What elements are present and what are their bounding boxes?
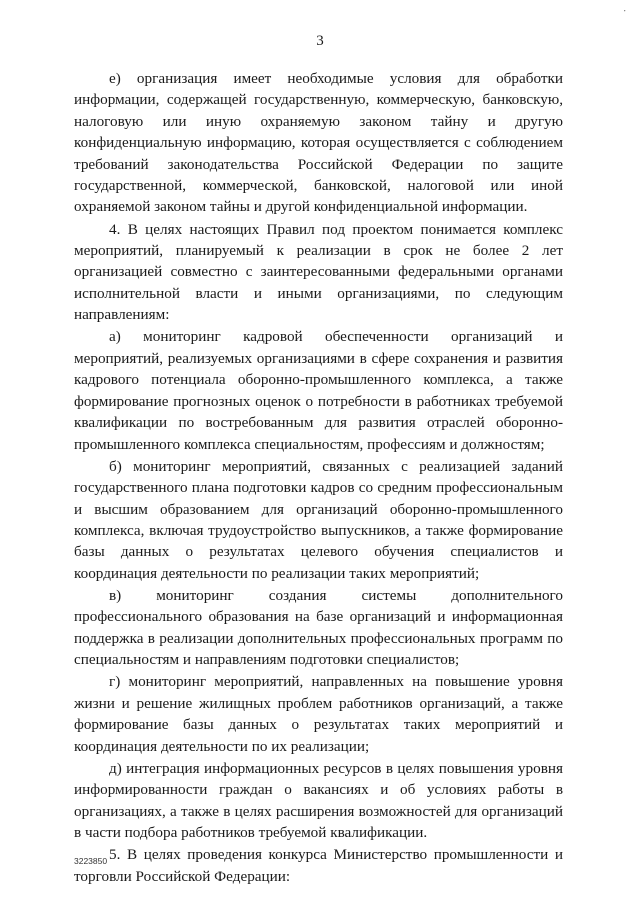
paragraph-item-e: е) организация имеет необходимые условия для обработки информации, содержащей государственную, коммерческую, банковскую, налоговую или иную охраняемую законом тайну и другую конфиденциальную информацию, которая осуществляется с соблюдением требований законодательства Российской Федерации по защите государственной, коммерческой, банковской, налоговой или иной охраняемой законом тайны и другой конфиденциальной информации.: [74, 70, 563, 216]
document-body: [74, 68, 563, 888]
document-code: 3223850: [74, 856, 108, 866]
paragraph-item-v: в) мониторинг создания системы дополнительного профессионального образования на базе организаций и информационная поддержка в реализации дополнительных профессиональных программ по специальностям и направлениям подготовки специалистов;: [74, 586, 563, 669]
corner-mark: ∙: [623, 6, 626, 17]
page-number: 3: [316, 33, 324, 49]
paragraph-item-d: д) интеграция информационных ресурсов в целях повышения уровня информированности граждан о вакансиях и об условиях работы в организациях, а также в целях расширения возможностей для организаций в части подбора работников требуемой квалификации.: [74, 759, 563, 841]
paragraph-item-a: а) мониторинг кадровой обеспеченности организаций и мероприятий, реализуемых организациями в сфере сохранения и развития кадрового потенциала оборонно-промышленного комплекса, а также формирование прогнозных оценок о потребности в работниках требуемой квалификации по востребованным для развития отраслей оборонно-промышленного комплекса специальностям, профессиям и должностям;: [74, 328, 563, 453]
paragraph-item-g: г) мониторинг мероприятий, направленных на повышение уровня жизни и решение жилищных проблем работников организаций, а также формирование базы данных о результатах таких мероприятий и координация деятельности по их реализации;: [74, 673, 563, 755]
paragraph-section-5: 5. В целях проведения конкурса Министерство промышленности и торговли Российской Федерации:: [74, 846, 563, 885]
paragraph-section-4: 4. В целях настоящих Правил под проектом понимается комплекс мероприятий, планируемый к реализации в срок не более 2 лет организацией совместно с заинтересованными федеральными органами исполнительной власти и иными организациями, по следующим направлениям:: [74, 220, 563, 324]
paragraph-item-b: б) мониторинг мероприятий, связанных с реализацией заданий государственного плана подготовки кадров со средним профессиональным и высшим образованием для организаций оборонно-промышленного комплекса, включая трудоустройство выпускников, а также формирование базы данных о результатах целевого обучения специалистов и координация деятельности по реализации таких мероприятий;: [74, 457, 563, 582]
